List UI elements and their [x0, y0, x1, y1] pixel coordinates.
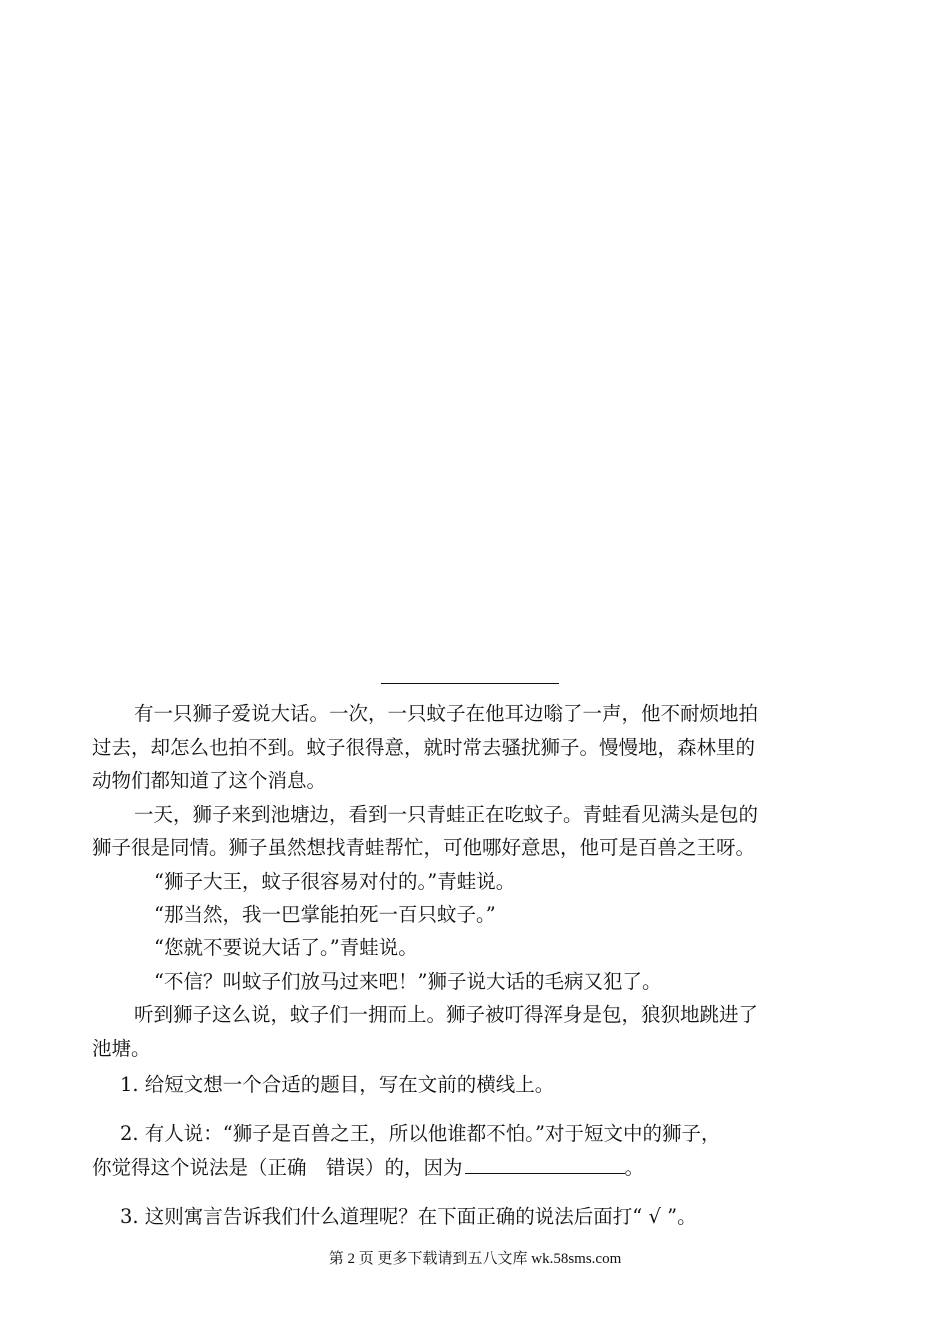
dialogue-line: “不信？叫蚊子们放马过来吧！”狮子说大话的毛病又犯了。	[154, 970, 662, 993]
story-line: 一天，狮子来到池塘边，看到一只青蛙正在吃蚊子。青蛙看见满头是包的	[134, 803, 759, 826]
question-2: 2. 有人说：“狮子是百兽之王，所以他谁都不怕。”对于短文中的狮子，	[120, 1122, 721, 1145]
question-1: 1. 给短文想一个合适的题目，写在文前的横线上。	[120, 1073, 555, 1096]
answer-blank[interactable]	[465, 1153, 625, 1174]
question-2-end: 。	[624, 1156, 645, 1179]
dialogue-line: “那当然，我一巴掌能拍死一百只蚊子。”	[154, 903, 496, 926]
story-line: 有一只狮子爱说大话。一次，一只蚊子在他耳边嗡了一声，他不耐烦地拍	[134, 702, 759, 725]
title-blank-line[interactable]	[381, 683, 559, 684]
dialogue-line: “狮子大王，蚊子很容易对付的。”青蛙说。	[154, 870, 516, 893]
story-line: 听到狮子这么说，蚊子们一拥而上。狮子被叮得浑身是包，狼狈地跳进了	[134, 1003, 759, 1026]
question-2-text: 你觉得这个说法是（正确 错误）的，因为	[92, 1156, 463, 1179]
story-line: 池塘。	[92, 1037, 151, 1060]
dialogue-line: “您就不要说大话了。”青蛙说。	[154, 936, 418, 959]
story-line: 狮子很是同情。狮子虽然想找青蛙帮忙，可他哪好意思，他可是百兽之王呀。	[92, 836, 756, 859]
question-3: 3. 这则寓言告诉我们什么道理呢？在下面正确的说法后面打“ √ ”。	[120, 1205, 697, 1228]
story-line: 过去，却怎么也拍不到。蚊子很得意，就时常去骚扰狮子。慢慢地，森林里的	[92, 736, 756, 759]
question-2-answer-line	[92, 1152, 644, 1180]
story-line: 动物们都知道了这个消息。	[92, 769, 327, 792]
page-footer: 第 2 页 更多下载请到五八文库 wk.58sms.com	[328, 1251, 622, 1267]
